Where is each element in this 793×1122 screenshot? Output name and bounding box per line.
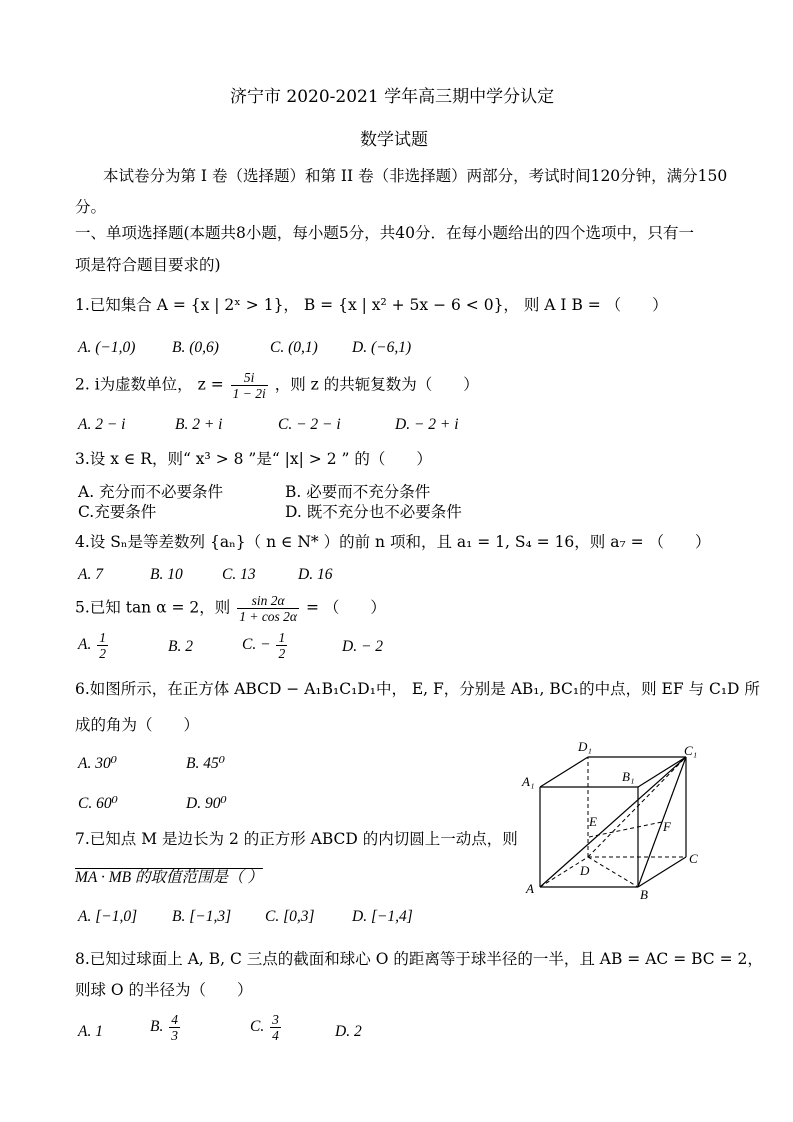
label-a1: A₁ [522,774,535,789]
q3-option-a: A. 充分而不必要条件 [78,483,224,501]
q5-fraction [237,593,299,624]
q1-option-a: A. (−1,0) [78,339,136,356]
q2-stem [75,370,479,401]
q7-line-1: 7.已知点 M 是边长为 2 的正方形 ABCD 的内切圆上一动点，则 [75,830,518,848]
q2-stem-post: ，则 z 的共轭复数为（ ） [274,375,479,394]
q8-option-b-fraction [169,1012,180,1043]
q7-option-b: B. [−1,3] [172,908,232,925]
q8-option-d: D. 2 [335,1023,362,1040]
q8-option-b [150,1012,182,1043]
q7-line-2: MA · MB 的取值范围是（ ） [75,869,263,886]
q8-option-c-fraction [270,1012,281,1043]
section1-line-1: 一、单项选择题(本题共8小题，每小题5分，共40分．在每小题给出的四个选项中，只有一 [75,224,694,242]
q6-option-b: B. 45⁰ [186,755,225,772]
q1-option-c: C. (0,1) [270,339,318,356]
q2-option-c: C. − 2 − i [278,416,341,433]
q3-option-c: C.充要条件 [78,503,157,521]
q5-fraction-num: sin 2α [237,593,299,609]
q5-option-c-label: C. − [242,636,271,654]
edge-b1-c1 [638,757,686,787]
q5-option-c [242,630,289,661]
label-c1: C₁ [684,743,698,758]
q2-option-d: D. − 2 + i [395,416,459,433]
q2-fraction-den: 1 − 2i [232,386,266,401]
q8-option-a: A. 1 [78,1023,103,1040]
q8-option-c [250,1012,283,1043]
q6-line-2: 成的角为（ ） [75,716,200,734]
label-f: F [663,819,671,834]
q8-option-c-num: 3 [272,1012,279,1027]
q5-fraction-den: 1 + cos 2α [239,609,298,624]
label-d1: D₁ [578,739,592,754]
q2-option-a: A. 2 − i [78,416,126,433]
q1-option-d: D. (−6,1) [352,339,412,356]
q5-stem [75,593,386,624]
label-a: A [526,881,534,896]
q8-option-b-label: B. [150,1018,164,1036]
q5-stem-post: = （ ） [305,598,386,617]
q8-option-b-num: 4 [171,1012,178,1027]
q4-option-a: A. 7 [78,566,103,583]
edge-b-c [638,857,686,887]
q8-option-c-den: 4 [272,1028,279,1043]
q5-option-a-num: 1 [99,630,106,645]
q2-option-b: B. 2 + i [175,416,223,433]
line-d-c1 [588,757,686,857]
q2-fraction [231,370,268,401]
line-d-b [588,857,638,887]
section1-line-2: 项是符合题目要求的) [75,256,221,274]
intro-line-2: 分。 [75,198,107,216]
q5-option-a [78,630,110,661]
line-e-f [589,822,662,837]
q5-option-c-num: 1 [278,630,286,645]
q7-option-c: C. [0,3] [265,908,315,925]
q7-option-d: D. [−1,4] [352,908,413,925]
q2-stem-pre: 2. i为虚数单位， z = [75,375,224,394]
q4-option-b: B. 10 [150,566,183,583]
intro-line-1: 本试卷分为第 I 卷（选择题）和第 II 卷（非选择题）两部分，考试时间120分钟，满分150 [103,167,728,185]
q5-option-a-den: 2 [99,646,106,661]
q5-option-b: B. 2 [168,638,193,655]
edge-a1-d1 [540,757,588,787]
q8-line-1: 8.已知过球面上 A, B, C 三点的截面和球心 O 的距离等于球半径的一半，且 AB = AC = BC = 2， [75,950,763,968]
q3-option-b: B. 必要而不充分条件 [285,483,431,501]
label-b: B [640,887,648,902]
q3-option-d: D. 既不充分也不必要条件 [285,503,462,521]
q8-option-b-den: 3 [171,1028,178,1043]
q4-option-c: C. 13 [222,566,256,583]
q3-stem: 3.设 x ∈ R，则“ x³ > 8 ”是“ |x| > 2 ” 的（ ） [75,450,432,468]
q1-stem: 1.已知集合 A = {x | 2ˣ > 1}， B = {x | x² + 5x − 6 < 0}， 则 A I B = （ ） [75,296,668,314]
page-subtitle: 数学试题 [360,130,428,150]
q8-line-2: 则球 O 的半径为（ ） [75,981,253,999]
q4-stem: 4.设 Sₙ是等差数列 {aₙ}（ n ∈ N* ）的前 n 项和，且 a₁ = 1, S₄ = 16，则 a₇ = （ ） [75,533,711,551]
q2-fraction-num: 5i [231,370,268,386]
q5-stem-pre: 5.已知 tan α = 2，则 [75,598,231,617]
q5-option-c-fraction [276,630,287,661]
q4-option-d: D. 16 [298,566,333,583]
q6-option-d: D. 90⁰ [186,795,227,812]
q5-option-c-den: 2 [278,646,286,661]
label-e: E [589,814,597,829]
page-title: 济宁市 2020-2021 学年高三期中学分认定 [230,87,555,107]
q6-line-1: 6.如图所示，在正方体 ABCD − A₁B₁C₁D₁中， E, F，分别是 AB₁, BC₁的中点，则 EF 与 C₁D 所 [75,680,760,698]
q5-option-a-label: A. [78,636,92,654]
q5-option-a-fraction [97,630,108,661]
label-d: D [580,863,590,878]
q7-option-a: A. [−1,0] [78,908,138,925]
q1-option-b: B. (0,6) [172,339,219,356]
label-c: C [689,851,698,866]
q6-option-c: C. 60⁰ [78,795,118,812]
q5-option-d: D. − 2 [342,638,384,655]
q6-option-a: A. 30⁰ [78,755,117,772]
q8-option-c-label: C. [250,1018,265,1036]
label-b1: B₁ [622,769,635,784]
cube-figure [518,737,718,907]
